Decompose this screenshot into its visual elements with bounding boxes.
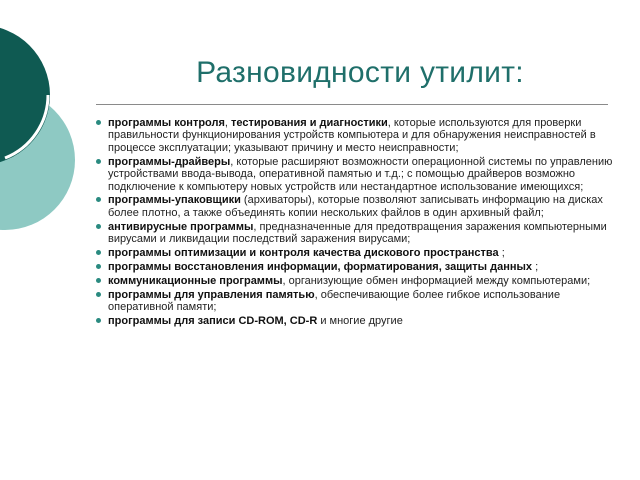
bullet-term: программы восстановления информации, форматирования, защиты данных xyxy=(108,260,533,273)
bullet-item xyxy=(96,315,624,327)
bullet-dot-icon xyxy=(96,292,101,297)
bullet-term: коммуникационные программы xyxy=(108,274,283,287)
bullet-dot-icon xyxy=(96,159,101,164)
bullet-term: программы-драйверы xyxy=(108,155,231,168)
bullet-text: , которые используются для проверки правильности функционирования устройств компьютера и для обнаружения неисправностей в процессе эксплуатации; указывают причину и место неисправности; xyxy=(108,117,596,154)
bullet-term: программы для управления памятью xyxy=(108,288,315,301)
bullet-term: программы для записи CD-ROM, CD-R xyxy=(108,315,318,328)
bullet-dot-icon xyxy=(96,318,101,323)
bullet-item xyxy=(96,275,624,287)
bullet-dot-icon xyxy=(96,250,101,255)
bullet-item xyxy=(96,261,624,273)
bullet-term: антивирусные программы xyxy=(108,220,254,233)
bullet-text: (архиваторы), которые позволяют записывать информацию на дисках более плотно, а также объединять копии нескольких файлов в один архивный файл; xyxy=(108,194,603,219)
bullet-text: ; xyxy=(532,260,539,273)
bullet-term: программы-упаковщики xyxy=(108,194,241,207)
bullet-text: , обеспечивающие более гибкое использование оперативной памяти; xyxy=(108,288,561,314)
title-divider xyxy=(96,104,608,105)
bullet-text: , которые расширяют возможности операционной системы по управлению устройствами ввода-вывода, оперативной памятью и т.д.; с помощью драйверов возможно подключение к компьютеру новых устройств или нестандартное использование имеющихся; xyxy=(108,155,613,193)
bullet-dot-icon xyxy=(96,264,101,269)
bullet-list xyxy=(96,117,624,329)
bullet-dot-icon xyxy=(96,120,101,125)
bullet-item xyxy=(96,194,624,219)
bullet-item xyxy=(96,247,624,259)
bullet-text: , организующие обмен информацией между компьютерами; xyxy=(282,274,591,287)
bullet-item xyxy=(96,221,624,246)
bullet-item xyxy=(96,289,624,314)
bullet-dot-icon xyxy=(96,197,101,202)
bullet-term: программы контроля xyxy=(108,117,225,129)
bullet-text: ; xyxy=(498,247,505,260)
bullet-text: , предназначенные для предотвращения заражения компьютерными вирусами и ликвидации последствий заражения вирусами; xyxy=(108,220,607,246)
bullet-dot-icon xyxy=(96,224,101,229)
bullet-item xyxy=(96,117,624,154)
slide-title: Разновидности утилит: xyxy=(196,56,524,89)
bullet-term: тестирования и диагностики xyxy=(231,117,388,129)
bullet-text: и многие другие xyxy=(317,315,403,328)
bullet-text: , xyxy=(224,117,232,129)
bullet-term: программы оптимизации и контроля качества дискового пространства xyxy=(108,247,499,260)
bullet-item xyxy=(96,156,624,193)
bullet-dot-icon xyxy=(96,278,101,283)
